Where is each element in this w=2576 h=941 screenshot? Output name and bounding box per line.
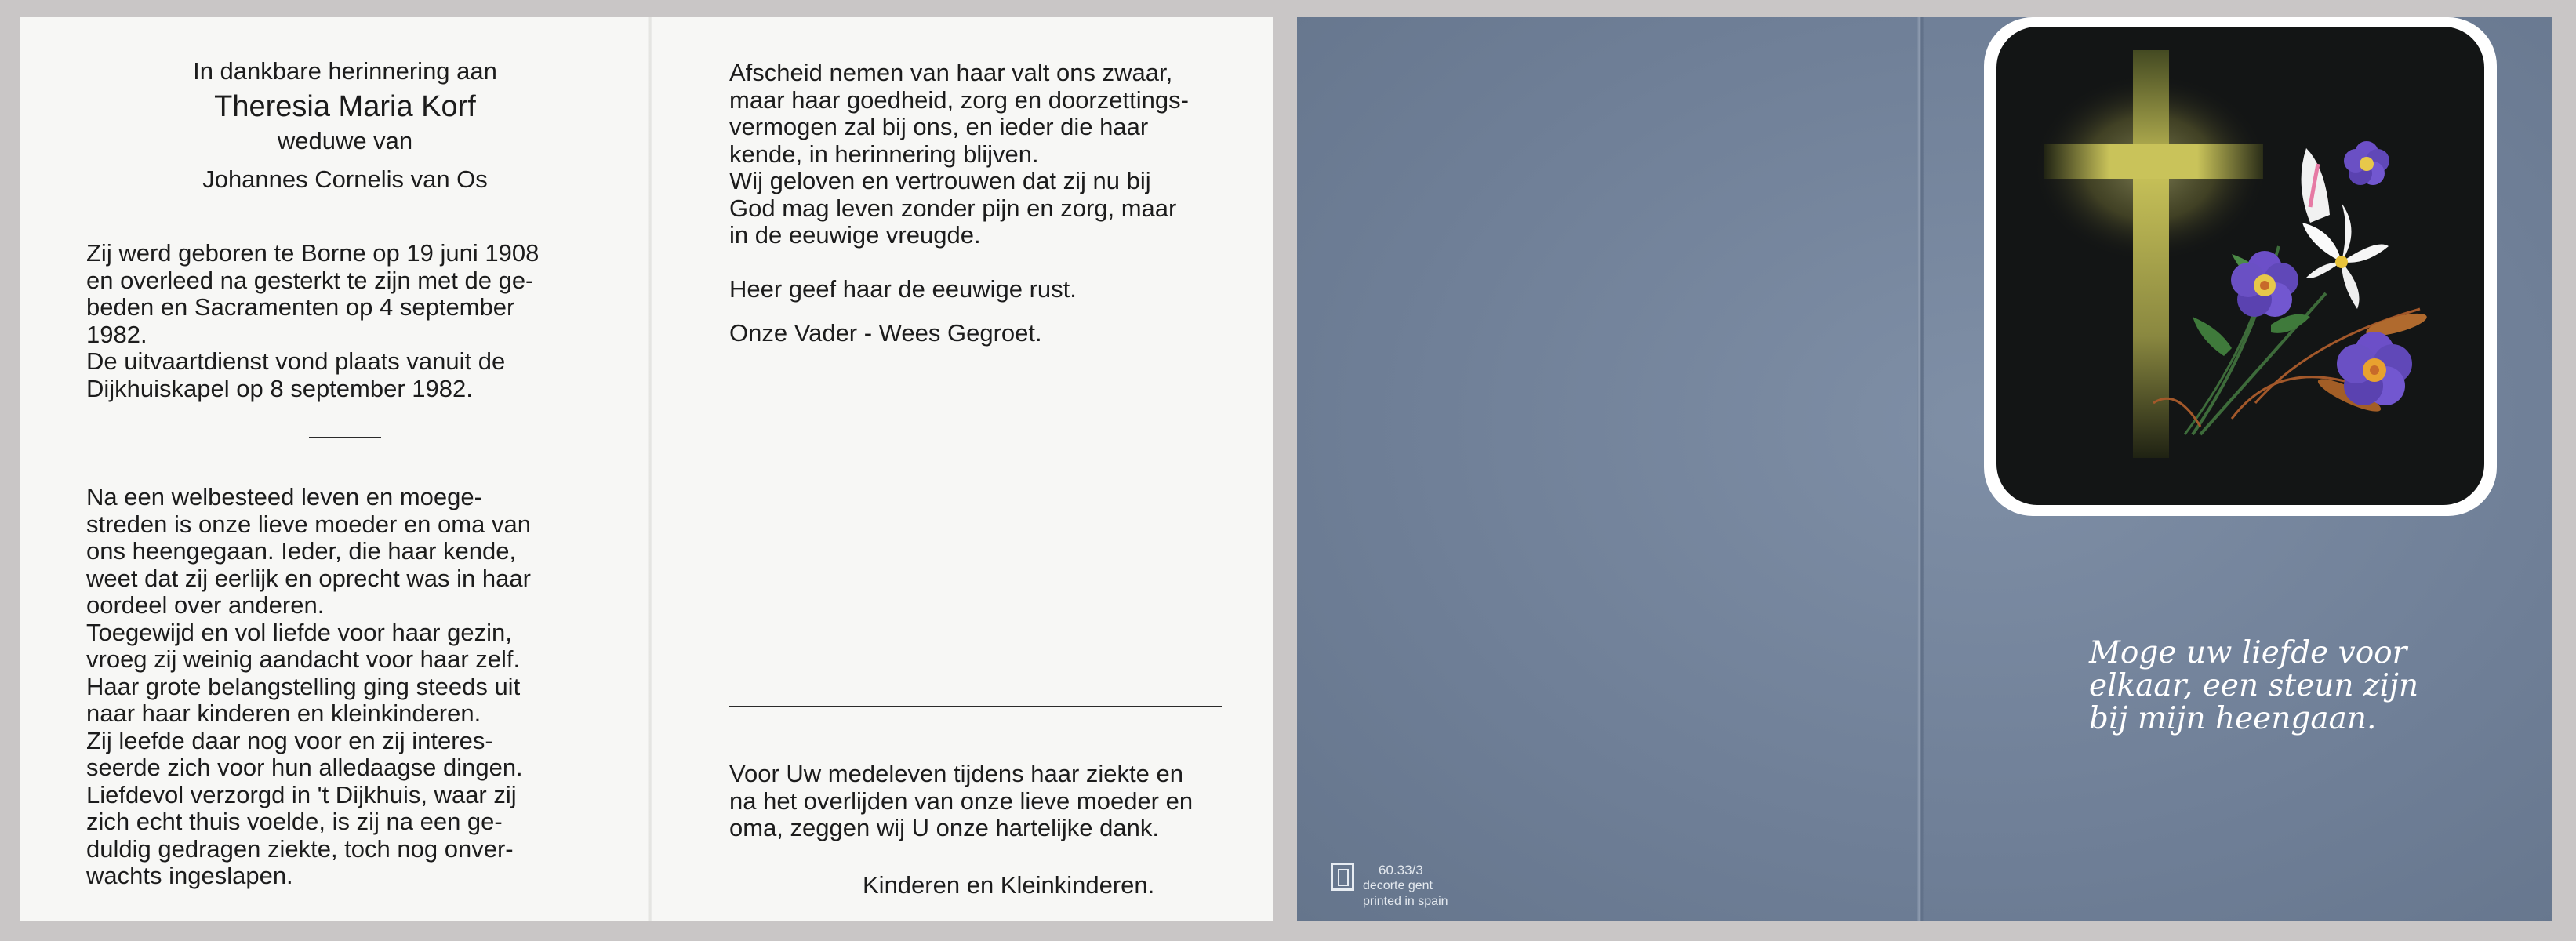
farewell-paragraph: Afscheid nemen van haar valt ons zwaar, maar haar goedheid, zorg en doorzettings- vermogen zal bij ons, en ieder die haar kende, in herinnering blijven. Wij geloven en vertrouwen dat zij nu bij God mag leven zonder pijn en zorg, maar in de eeuwige vreugde. [729,59,1189,249]
prayers-line: Onze Vader - Wees Gegroet. [729,319,1042,347]
deceased-name: Theresia Maria Korf [214,89,476,123]
publisher-info [1363,863,1448,910]
publisher-logo-icon [1331,863,1354,891]
life-paragraph: Na een welbesteed leven en moege- streden is onze lieve moeder en oma van ons heengegaan. Ieder, die haar kende, weet dat zij eerlijk en oprecht was in haar oordeel over anderen. Toegewijd en vol liefde voor haar gezin, vroeg zij weinig aandacht voor haar zelf. Haar grote belangstelling ging steeds uit naar haar kinderen en kleinkinderen. Zij leefde daar nog voor en zij interes- seerde zich voor hun alledaagse dingen. Liefdevol verzorgd in 't Dijkhuis, waar zij zich echt thuis voelde, is zij na een ge- duldig gedragen ziekte, toch nog onver- wachts ingeslapen. [86,483,531,889]
card-fold [648,17,652,921]
cross-and-flowers-icon [1996,27,2484,505]
dedication-heading: In dankbare herinnering aan [193,57,497,85]
printed-in: printed in spain [1363,895,1448,908]
memorial-card-inside [20,17,1273,921]
cross-flowers-illustration [1996,27,2484,505]
cover-verse: Moge uw liefde voor elkaar, een steun zijn bij mijn heengaan. [2089,635,2419,736]
spouse-name: Johannes Cornelis van Os [202,165,488,193]
product-code: 60.33/3 [1379,863,1423,877]
publisher-name: decorte gent [1363,879,1433,892]
cover-fold [1917,17,1924,921]
picture-frame [1984,17,2497,516]
right-page [729,41,1247,347]
relation-text: weduwe van [277,127,413,154]
separator-line [309,437,381,438]
signature: Kinderen en Kleinkinderen. [863,871,1155,899]
prayer-line: Heer geef haar de eeuwige rust. [729,274,1077,303]
birth-death-paragraph: Zij werd geboren te Borne op 19 juni 1908 en overleed na gesterkt te zijn met de ge- beden en Sacramenten op 4 september 1982. De uitvaartdienst vond plaats vanuit de Dijkhuiskapel op 8 september 1982. [86,239,540,402]
memorial-card-cover [1297,17,2552,921]
thanks-separator [729,706,1222,707]
left-page [86,41,604,890]
thanks-paragraph: Voor Uw medeleven tijdens haar ziekte en na het overlijden van onze lieve moeder en oma, zeggen wij U onze hartelijke dank. [729,760,1194,841]
